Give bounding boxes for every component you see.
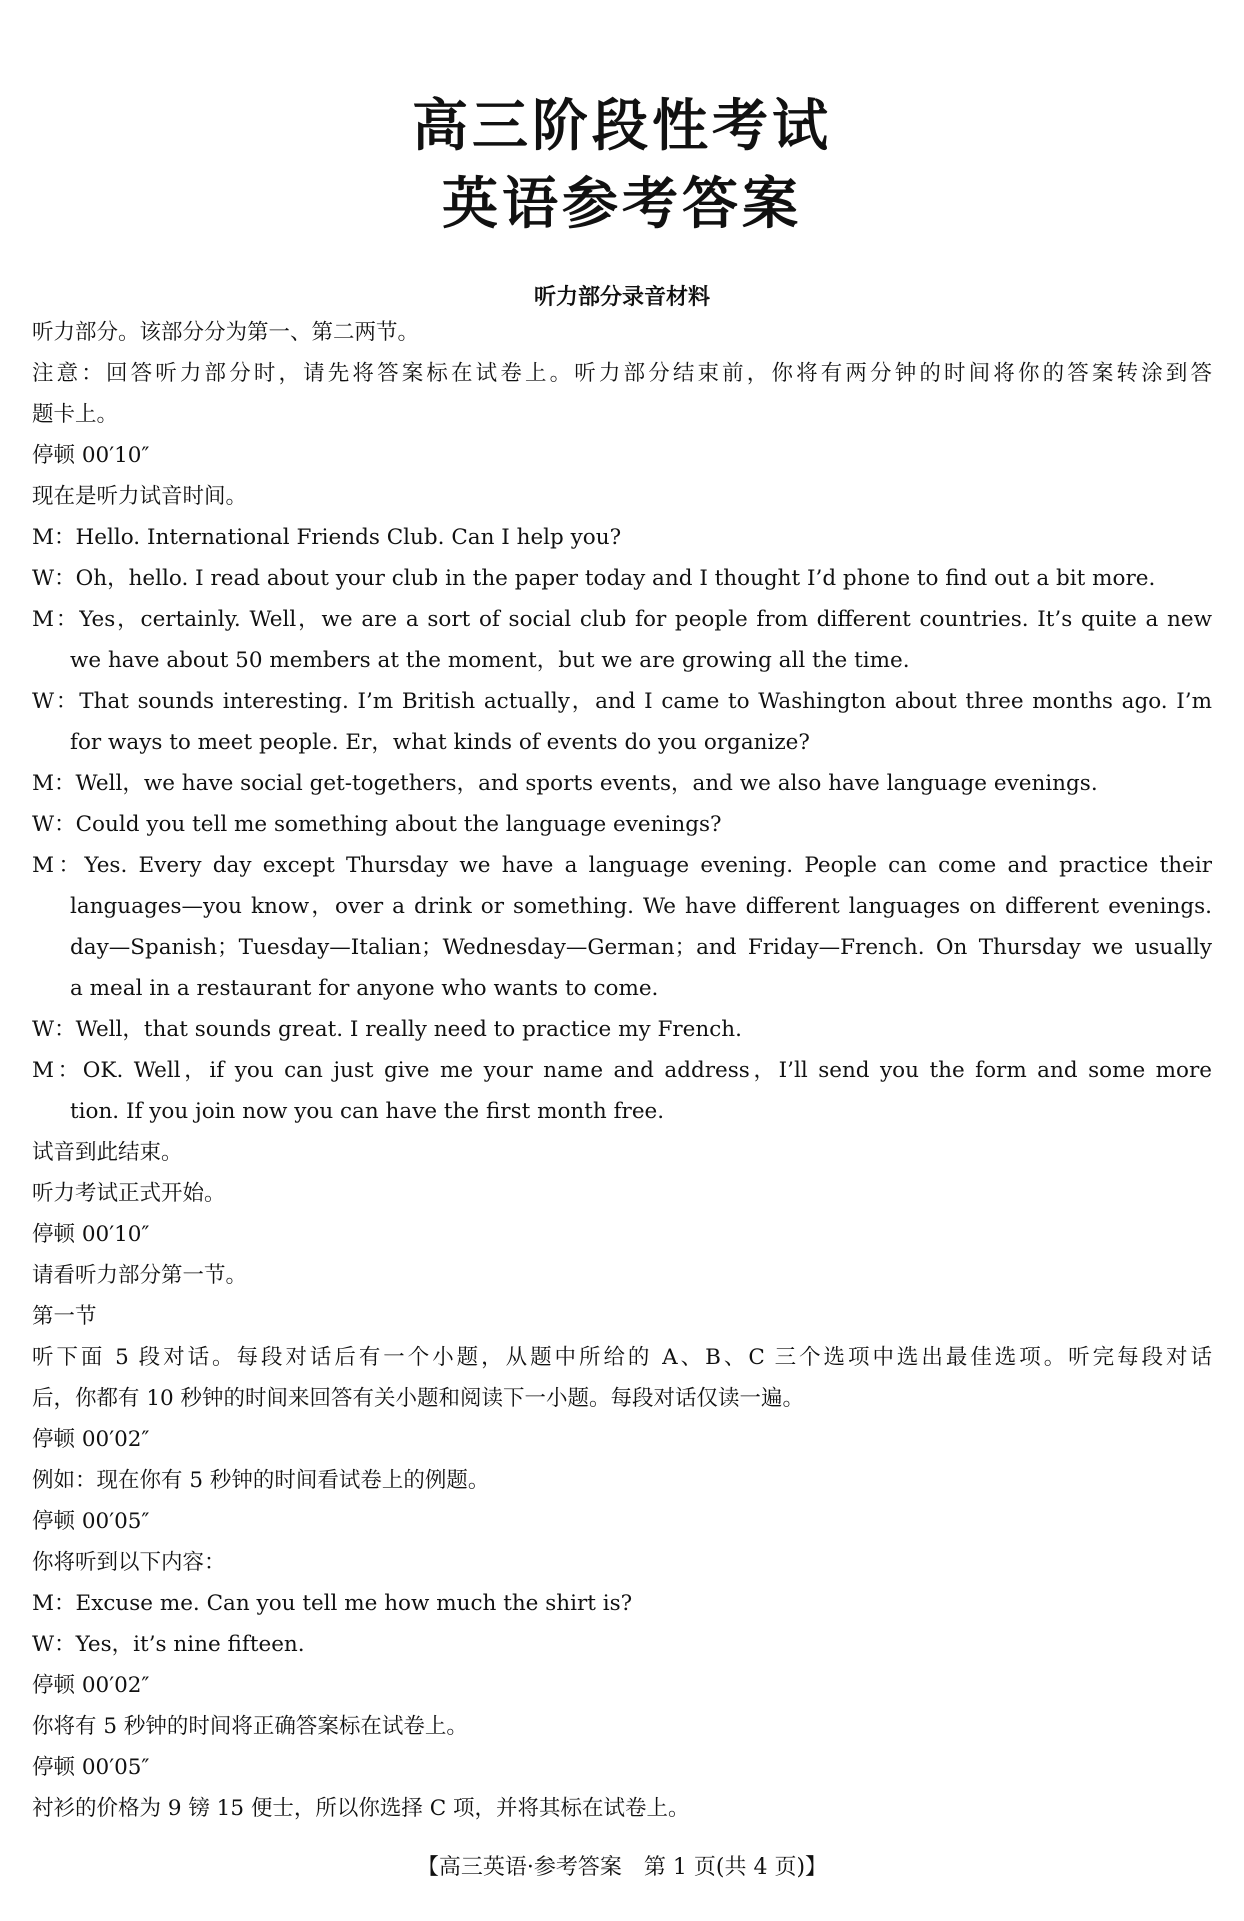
dialogue-line: W：That sounds interesting. I’m British actually，and I came to Washington about three months ago. I’m [32, 689, 1212, 714]
text-line: 你将有 5 秒钟的时间将正确答案标在试卷上。 [32, 1714, 468, 1739]
text-line: 你将听到以下内容： [32, 1550, 226, 1575]
page-title-line1: 高三阶段性考试 [412, 93, 832, 159]
dialogue-line: day—Spanish；Tuesday—Italian；Wednesday—German；and Friday—French. On Thursday we usually [70, 935, 1212, 960]
text-line: 现在是听力试音时间。 [32, 484, 248, 509]
text-line: 后，你都有 10 秒钟的时间来回答有关小题和阅读下一小题。每段对话仅读一遍。 [32, 1386, 805, 1411]
dialogue-line: W：Yes，it’s nine fifteen. [32, 1632, 305, 1657]
text-line: 听力考试正式开始。 [32, 1181, 226, 1206]
dialogue-line: W：Oh，hello. I read about your club in the paper today and I thought I’d phone to find out a bit more. [32, 566, 1156, 591]
transcript-body [32, 312, 1212, 1829]
section-heading: 第一节 [32, 1304, 97, 1329]
dialogue-line: M：Hello. International Friends Club. Can I help you? [32, 525, 622, 550]
text-line: 题卡上。 [32, 402, 119, 427]
text-line: 例如：现在你有 5 秒钟的时间看试卷上的例题。 [32, 1468, 490, 1493]
dialogue-line: M：OK. Well，if you can just give me your name and address，I’ll send you the form and some more [32, 1058, 1212, 1083]
dialogue-line: M：Excuse me. Can you tell me how much the shirt is? [32, 1591, 633, 1616]
dialogue-line: M：Yes，certainly. Well，we are a sort of social club for people from different countries. It’s quite a new [32, 607, 1212, 632]
dialogue-line: W：Could you tell me something about the language evenings? [32, 812, 722, 837]
text-line: 请看听力部分第一节。 [32, 1263, 248, 1288]
dialogue-line: tion. If you join now you can have the first month free. [70, 1099, 665, 1124]
dialogue-line: M：Well，we have social get-togethers，and sports events，and we also have language evenings. [32, 771, 1098, 796]
text-line: 试音到此结束。 [32, 1140, 183, 1165]
section-subtitle: 听力部分录音材料 [533, 285, 710, 310]
page-title-line2: 英语参考答案 [442, 171, 802, 237]
pause-marker: 停顿 00′05″ [32, 1755, 150, 1780]
pause-marker: 停顿 00′02″ [32, 1673, 150, 1698]
dialogue-line: a meal in a restaurant for anyone who wants to come. [70, 976, 659, 1001]
pause-marker: 停顿 00′05″ [32, 1509, 150, 1534]
dialogue-line: languages—you know，over a drink or something. We have different languages on different evenings. [70, 894, 1212, 919]
text-line: 听下面 5 段对话。每段对话后有一个小题，从题中所给的 A、B、C 三个选项中选出最佳选项。听完每段对话 [32, 1345, 1212, 1370]
page-footer: 【高三英语·参考答案 第 1 页(共 4 页)】 [416, 1855, 828, 1880]
pause-marker: 停顿 00′10″ [32, 1222, 150, 1247]
dialogue-line: for ways to meet people. Er，what kinds of events do you organize? [70, 730, 810, 755]
dialogue-line: we have about 50 members at the moment，but we are growing all the time. [70, 648, 910, 673]
pause-marker: 停顿 00′10″ [32, 443, 150, 468]
text-line: 衬衫的价格为 9 镑 15 便士，所以你选择 C 项，并将其标在试卷上。 [32, 1796, 690, 1821]
dialogue-line: W：Well，that sounds great. I really need to practice my French. [32, 1017, 742, 1042]
text-line: 听力部分。该部分分为第一、第二两节。 [32, 320, 420, 345]
text-line: 注意：回答听力部分时，请先将答案标在试卷上。听力部分结束前，你将有两分钟的时间将你的答案转涂到答 [32, 361, 1212, 386]
dialogue-line: M：Yes. Every day except Thursday we have a language evening. People can come and practice their [32, 853, 1212, 878]
pause-marker: 停顿 00′02″ [32, 1427, 150, 1452]
